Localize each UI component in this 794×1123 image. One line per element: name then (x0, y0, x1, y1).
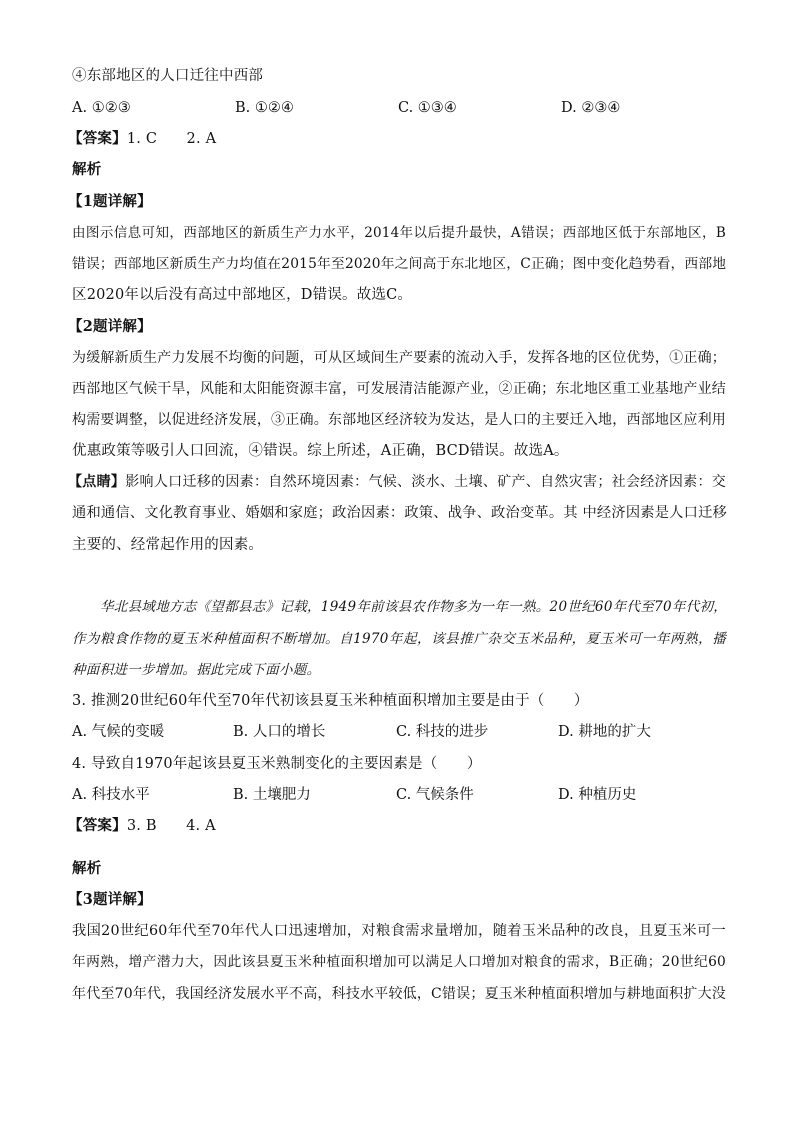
q2-option-b: B. ①②④ (235, 100, 294, 116)
answer-line-1 (68, 129, 722, 149)
detail1-label: 【1题详解】 (68, 193, 152, 210)
detail3-line-1: 我国20世纪60年代至70年代人口迅速增加，对粮食需求量增加，随着玉米品种的改良，且夏玉米可一 (72, 923, 726, 939)
passage-line-1: 华北县域地方志《望都县志》记载，1949年前该县农作物多为一年一熟。20世纪60年代至70年代初， (100, 599, 728, 615)
answer-text-2: 3. B 4. A (126, 818, 216, 834)
q3-stem: 3. 推测20世纪60年代至70年代初该县夏玉米种植面积增加主要是由于（ ） (72, 693, 589, 709)
answer-label-2: 【答案】 (68, 817, 127, 834)
q4-option-b: B. 土壤肥力 (233, 787, 311, 803)
detail3-line-2: 年两熟，增产潜力大，因此该县夏玉米种植面积增加可以满足人口增加对粮食的需求，B正确；20世纪60 (72, 954, 726, 970)
detail3-line-3: 年代至70年代，我国经济发展水平不高，科技水平较低，C错误；夏玉米种植面积增加与耕地面积扩大没 (72, 986, 726, 1002)
answer-label: 【答案】 (68, 130, 127, 147)
detail1-line-3: 区2020年以后没有高过中部地区，D错误。故选C。 (72, 287, 413, 303)
analysis-heading-1: 解析 (72, 161, 102, 178)
q2-option-c: C. ①③④ (398, 100, 457, 116)
q3-options (72, 722, 726, 742)
q4-stem: 4. 导致自1970年起该县夏玉米熟制变化的主要因素是（ ） (72, 756, 482, 772)
q2-option-a: A. ①②③ (72, 100, 131, 116)
q3-option-d: D. 耕地的扩大 (558, 724, 651, 740)
q3-option-b: B. 人口的增长 (233, 724, 326, 740)
detail3-label: 【3题详解】 (68, 891, 152, 908)
passage-line-3: 种面积进一步增加。据此完成下面小题。 (72, 662, 321, 678)
detail2-line-3: 构需要调整，以促进经济发展，③正确。东部地区经济较为发达，是人口的主要迁入地，西部地区应利用 (72, 412, 726, 428)
answer-line-2 (68, 816, 722, 836)
q2-option-d: D. ②③④ (561, 100, 621, 116)
q4-option-c: C. 气候条件 (396, 787, 474, 803)
q2-stem-item4: ④东部地区的人口迁往中西部 (72, 68, 264, 84)
q4-options (72, 785, 726, 805)
q2-options (72, 98, 726, 118)
q3-option-a: A. 气候的变暖 (72, 724, 165, 740)
q3-option-c: C. 科技的进步 (396, 724, 489, 740)
q4-option-d: D. 种植历史 (558, 787, 637, 803)
detail2-label: 【2题详解】 (68, 318, 152, 335)
detail2-line-1: 为缓解新质生产力发展不均衡的问题，可从区域间生产要素的流动入手，发挥各地的区位优势，①正确； (72, 350, 726, 366)
answer-text: 1. C 2. A (126, 131, 217, 147)
passage-line-2: 作为粮食作物的夏玉米种植面积不断增加。自1970年起，该县推广杂交玉米品种，夏玉米可一年两熟，播 (72, 631, 726, 647)
q4-option-a: A. 科技水平 (72, 787, 150, 803)
tip-label: 【点睛】 (68, 474, 126, 490)
detail1-line-1: 由图示信息可知，西部地区的新质生产力水平，2014年以后提升最快，A错误；西部地区低于东部地区，B (72, 225, 726, 241)
detail1-line-2: 错误；西部地区新质生产力均值在2015年至2020年之间高于东北地区，C正确；图中变化趋势看，西部地 (72, 256, 727, 272)
analysis-heading-2: 解析 (72, 860, 102, 877)
tip-text-1: 影响人口迁移的因素：自然环境因素：气候、淡水、土壤、矿产、自然灾害；社会经济因素：交 (125, 474, 726, 490)
detail2-line-2: 西部地区气候干旱，风能和太阳能资源丰富，可发展清洁能源产业，②正确；东北地区重工业基地产业结 (72, 381, 726, 397)
tip-line-2: 通和通信、文化教育事业、婚姻和家庭；政治因素：政策、战争、政治变革。其 中经济因素是人口迁移 (72, 505, 727, 521)
tip-line-3: 主要的、经常起作用的因素。 (72, 537, 264, 553)
tip-line-1 (68, 472, 726, 492)
detail2-line-4: 优惠政策等吸引人口回流，④错误。综上所述，A正确，BCD错误。故选A。 (72, 443, 569, 459)
